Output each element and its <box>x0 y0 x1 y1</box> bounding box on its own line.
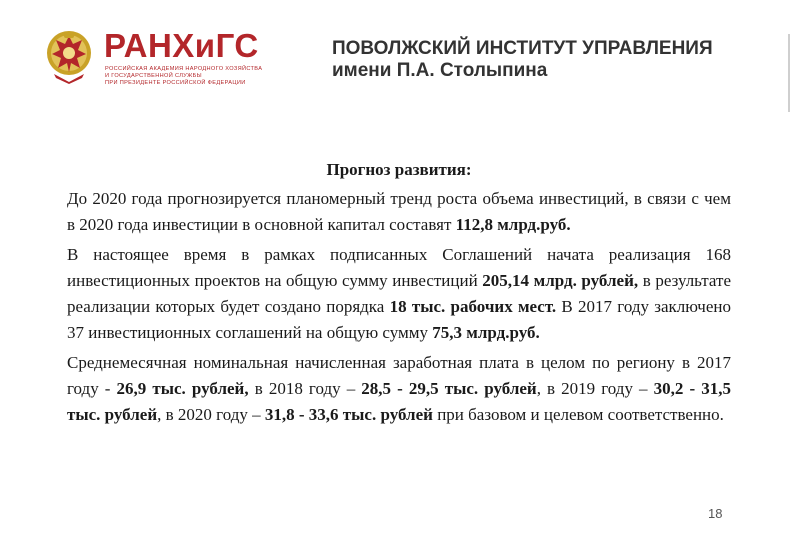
bold-value: 75,3 млрд.руб. <box>432 323 540 342</box>
paragraph-wages-forecast <box>67 350 731 428</box>
institute-name-line2: имени П.А. Столыпина <box>332 60 548 81</box>
logo-subtitle-line: И ГОСУДАРСТВЕННОЙ СЛУЖБЫ <box>105 73 202 79</box>
logo-subtitle-line: РОССИЙСКАЯ АКАДЕМИЯ НАРОДНОГО ХОЗЯЙСТВА <box>105 66 263 72</box>
logo-text: РАНХиГС <box>104 27 259 64</box>
bold-value: 112,8 млрд.руб. <box>455 215 571 234</box>
double-headed-eagle-emblem-icon <box>44 26 94 84</box>
logo-subtitle-line: ПРИ ПРЕЗИДЕНТЕ РОССИЙСКОЙ ФЕДЕРАЦИИ <box>105 80 246 86</box>
text-run: В 2017 году заключено 37 инвестиционных соглашений на общую сумму <box>67 297 732 342</box>
slide-heading: Прогноз развития: <box>326 160 472 179</box>
text-run: Среднемесячная номинальная начисленная заработная плата в целом по региону в 2017 году - <box>67 353 731 398</box>
bold-value: 18 тыс. рабочих мест. <box>389 297 557 316</box>
paragraph-investment-forecast <box>67 186 731 238</box>
bold-value: 30,2 - 31,5 тыс. рублей <box>67 379 731 424</box>
text-run: , в 2019 году – <box>536 379 654 398</box>
bold-value: 28,5 - 29,5 тыс. рублей <box>361 379 537 398</box>
text-run: В настоящее время в рамках подписанных Соглашений начата реализация 168 инвестиционных проектов на общую сумму инвестиций <box>67 245 731 290</box>
bold-value: 31,8 - 33,6 тыс. рублей <box>264 405 433 424</box>
bold-value: 26,9 тыс. рублей, <box>116 379 249 398</box>
text-run: До 2020 года прогнозируется планомерный тренд роста объема инвестиций, в связи с чем в 2020 года инвестиции в основной капитал составят <box>67 189 731 234</box>
text-run: в результате реализации которых будет создано порядка <box>67 271 731 316</box>
paragraph-investment-projects <box>67 242 731 346</box>
slide-header <box>0 0 800 112</box>
page-number: 18 <box>708 506 723 521</box>
text-run: , в 2020 году – <box>157 405 265 424</box>
text-run: при базовом и целевом соответственно. <box>432 405 724 424</box>
bold-value: 205,14 млрд. рублей, <box>482 271 639 290</box>
slide-body <box>67 158 731 432</box>
institute-name-line1: ПОВОЛЖСКИЙ ИНСТИТУТ УПРАВЛЕНИЯ <box>332 38 713 59</box>
logo-subtitle <box>105 66 263 87</box>
header-divider <box>788 34 790 112</box>
institute-name <box>332 38 713 82</box>
text-run: в 2018 году – <box>248 379 362 398</box>
